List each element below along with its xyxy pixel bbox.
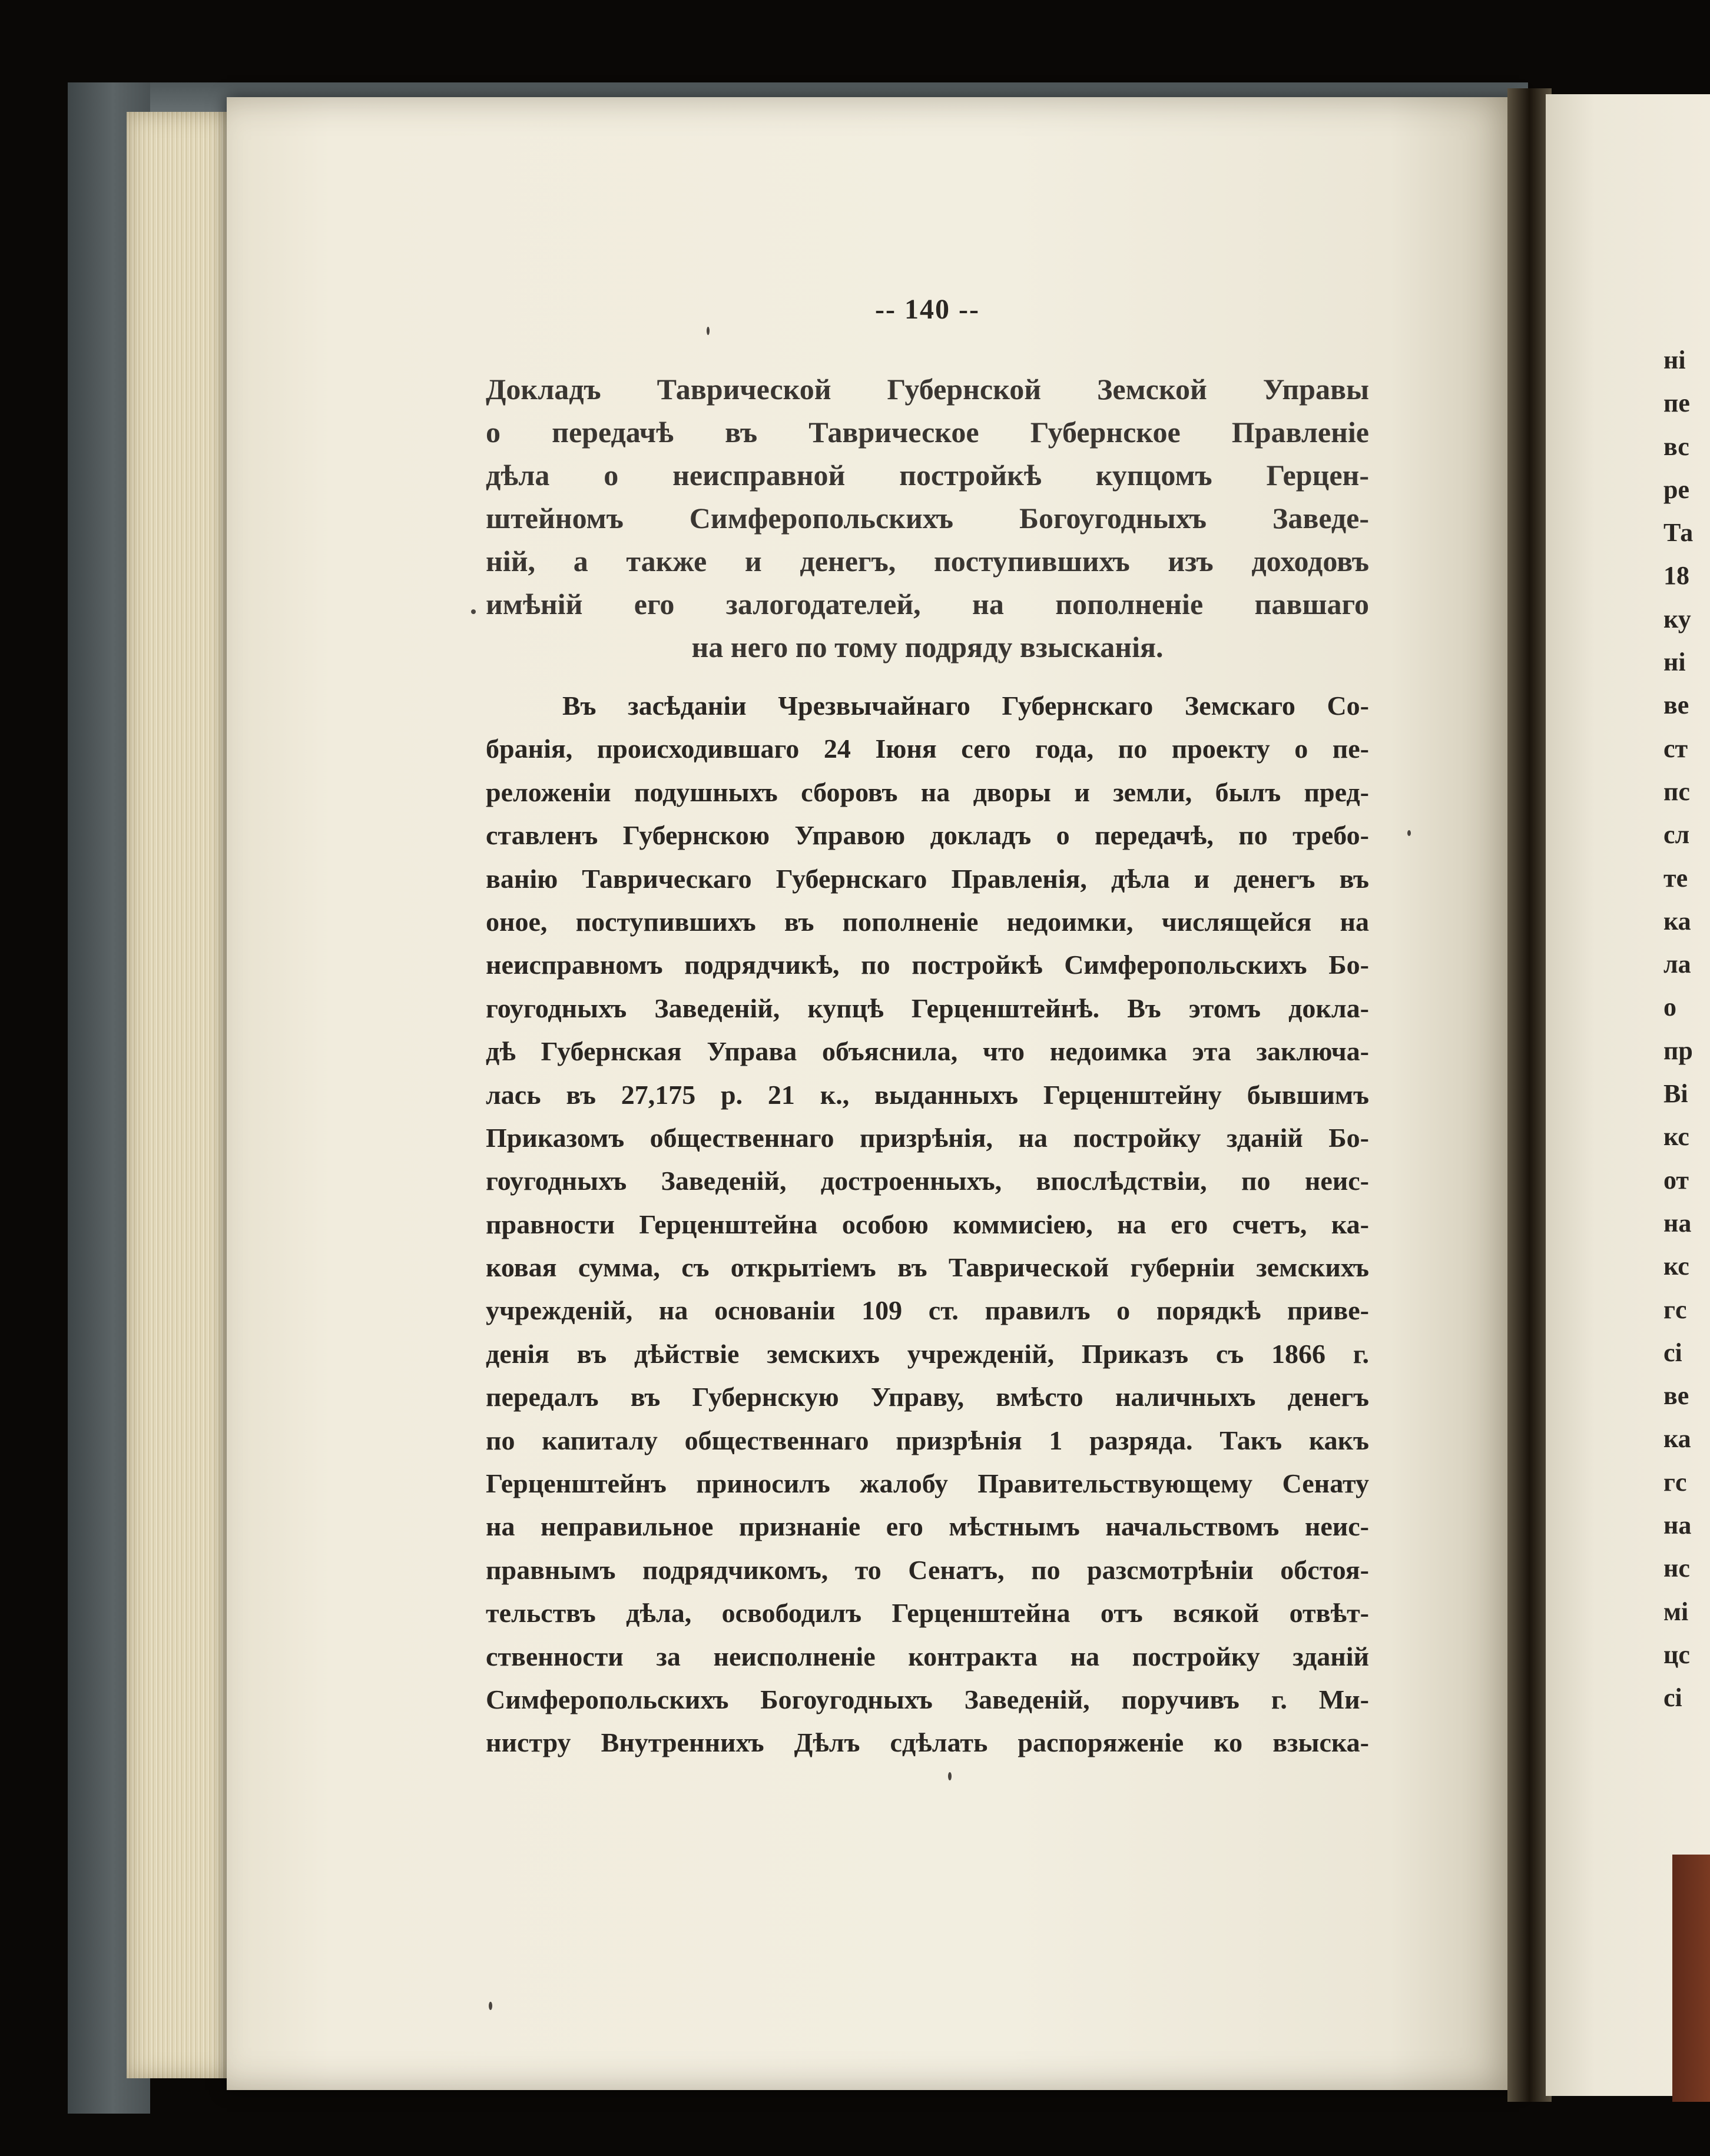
facing-line-fragment: ка bbox=[1663, 906, 1691, 936]
paper-speck bbox=[489, 2002, 492, 2010]
facing-line-fragment: пс bbox=[1663, 777, 1690, 806]
book-gutter bbox=[1507, 88, 1552, 2102]
body-line: ванію Таврическаго Губернскаго Правленія, дѣла и денегъ въ bbox=[486, 863, 1369, 894]
facing-line-fragment: ве bbox=[1663, 691, 1689, 720]
title-line: о передачѣ въ Таврическое Губернское Правленіе bbox=[486, 416, 1369, 449]
facing-line-fragment: ст bbox=[1663, 734, 1688, 763]
facing-line-fragment: ре bbox=[1663, 475, 1689, 504]
body-line: оное, поступившихъ въ пополненіе недоимки, числящейся на bbox=[486, 906, 1369, 937]
title-line: штейномъ Симферопольскихъ Богоугодныхъ Заведе- bbox=[486, 502, 1369, 535]
paper-speck bbox=[471, 609, 476, 614]
facing-line-fragment: гс bbox=[1663, 1467, 1687, 1497]
body-line: ковая сумма, съ открытіемъ въ Таврической губерніи земскихъ bbox=[486, 1252, 1369, 1283]
facing-line-fragment: на bbox=[1663, 1511, 1692, 1540]
body-line: Въ засѣданіи Чрезвычайнаго Губернскаго Земскаго Со- bbox=[562, 691, 1369, 721]
facing-line-fragment: кс bbox=[1663, 1252, 1689, 1281]
body-line: лась въ 27,175 р. 21 к., выданныхъ Герценштейну бывшимъ bbox=[486, 1079, 1369, 1110]
body-line: реложеніи подушныхъ сборовъ на дворы и земли, былъ пред- bbox=[486, 777, 1369, 807]
facing-line-fragment: кс bbox=[1663, 1122, 1689, 1152]
facing-line-fragment: ні bbox=[1663, 648, 1686, 677]
body-line: тельствъ дѣла, освободилъ Герценштейна отъ всякой отвѣт- bbox=[486, 1598, 1369, 1628]
body-line: правности Герценштейна особою коммисіею, на его счетъ, ка- bbox=[486, 1209, 1369, 1239]
facing-line-fragment: ні bbox=[1663, 346, 1686, 374]
paper-speck bbox=[707, 327, 710, 335]
body-line: нистру Внутреннихъ Дѣлъ сдѣлать распоряженіе ко взыска- bbox=[486, 1727, 1369, 1758]
body-line: Симферопольскихъ Богоугодныхъ Заведеній, поручивъ г. Ми- bbox=[486, 1684, 1369, 1714]
body-line: ственности за неисполненіе контракта на постройку зданій bbox=[486, 1641, 1369, 1671]
body-line: бранія, происходившаго 24 Іюня сего года, по проекту о пе- bbox=[486, 734, 1369, 764]
paper-speck bbox=[1407, 830, 1411, 836]
facing-line-fragment: Ві bbox=[1663, 1079, 1688, 1109]
body-line: на неправильное признаніе его мѣстнымъ начальствомъ неис- bbox=[486, 1511, 1369, 1542]
body-line: Приказомъ общественнаго призрѣнія, на постройку зданій Бо- bbox=[486, 1122, 1369, 1153]
facing-line-fragment: ку bbox=[1663, 604, 1691, 633]
title-line: на него по тому подряду взысканія. bbox=[691, 631, 1164, 664]
facing-line-fragment: сл bbox=[1663, 820, 1690, 850]
facing-line-fragment: пе bbox=[1663, 389, 1690, 418]
facing-line-fragment: мі bbox=[1663, 1597, 1689, 1626]
facing-line-fragment: на bbox=[1663, 1208, 1692, 1238]
body-line: гоугодныхъ Заведеній, купцѣ Герценштейнѣ. Въ этомъ доклa- bbox=[486, 993, 1369, 1023]
body-line: учрежденій, на основаніи 109 ст. правилъ о порядкѣ приве- bbox=[486, 1295, 1369, 1326]
page-number: -- 140 -- bbox=[875, 294, 980, 325]
facing-line-fragment: пр bbox=[1663, 1036, 1693, 1065]
spine-edge bbox=[1672, 1855, 1710, 2102]
facing-line-fragment: нс bbox=[1663, 1554, 1690, 1583]
facing-line-fragment: сі bbox=[1663, 1338, 1682, 1367]
body-line: правнымъ подрядчикомъ, то Сенатъ, по разсмотрѣніи обстоя- bbox=[486, 1554, 1369, 1585]
document-body bbox=[486, 684, 1369, 1764]
facing-line-fragment: ка bbox=[1663, 1424, 1691, 1454]
body-line: неисправномъ подрядчикѣ, по постройкѣ Симферопольскихъ Бо- bbox=[486, 950, 1369, 980]
body-line: по капиталу общественнаго призрѣнія 1 разряда. Такъ какъ bbox=[486, 1425, 1369, 1455]
title-line: имѣній его залогодателей, на пополненіе павшаго bbox=[486, 588, 1369, 621]
page-edges bbox=[127, 112, 236, 2078]
title-line: ній, а также и денегъ, поступившихъ изъ доходовъ bbox=[486, 545, 1369, 578]
document-title bbox=[486, 368, 1369, 669]
body-line: гоугодныхъ Заведеній, достроенныхъ, впослѣдствіи, по неис- bbox=[486, 1166, 1369, 1196]
body-line: денія въ дѣйствіе земскихъ учрежденій, Приказъ съ 1866 г. bbox=[486, 1338, 1369, 1369]
body-line: дѣ Губернская Управа объяснила, что недоимка эта заключа- bbox=[486, 1036, 1369, 1067]
facing-line-fragment: ве bbox=[1663, 1381, 1689, 1411]
facing-line-fragment: от bbox=[1663, 1165, 1689, 1195]
body-line: передалъ въ Губернскую Управу, вмѣсто наличныхъ денегъ bbox=[486, 1382, 1369, 1412]
facing-line-fragment: те bbox=[1663, 863, 1688, 893]
facing-page-text bbox=[1663, 339, 1710, 1720]
title-line: Докладъ Таврической Губернской Земской Управы bbox=[486, 373, 1369, 406]
facing-line-fragment: гс bbox=[1663, 1295, 1687, 1324]
title-line: дѣла о неисправной постройкѣ купцомъ Герцен- bbox=[486, 459, 1369, 492]
paper-speck bbox=[948, 1772, 952, 1780]
facing-line-fragment: сі bbox=[1663, 1683, 1682, 1713]
facing-line-fragment: цс bbox=[1663, 1640, 1690, 1669]
facing-line-fragment: о bbox=[1663, 993, 1676, 1022]
facing-line-fragment: вс bbox=[1663, 432, 1689, 461]
body-line: Герценштейнъ приносилъ жалобу Правительствующему Сенату bbox=[486, 1468, 1369, 1499]
facing-line-fragment: Та bbox=[1663, 518, 1694, 548]
facing-line-fragment: ла bbox=[1663, 950, 1691, 979]
facing-line-fragment: 18 bbox=[1663, 561, 1689, 591]
body-line: ставленъ Губернскою Управою докладъ о передачѣ, по требо- bbox=[486, 820, 1369, 851]
